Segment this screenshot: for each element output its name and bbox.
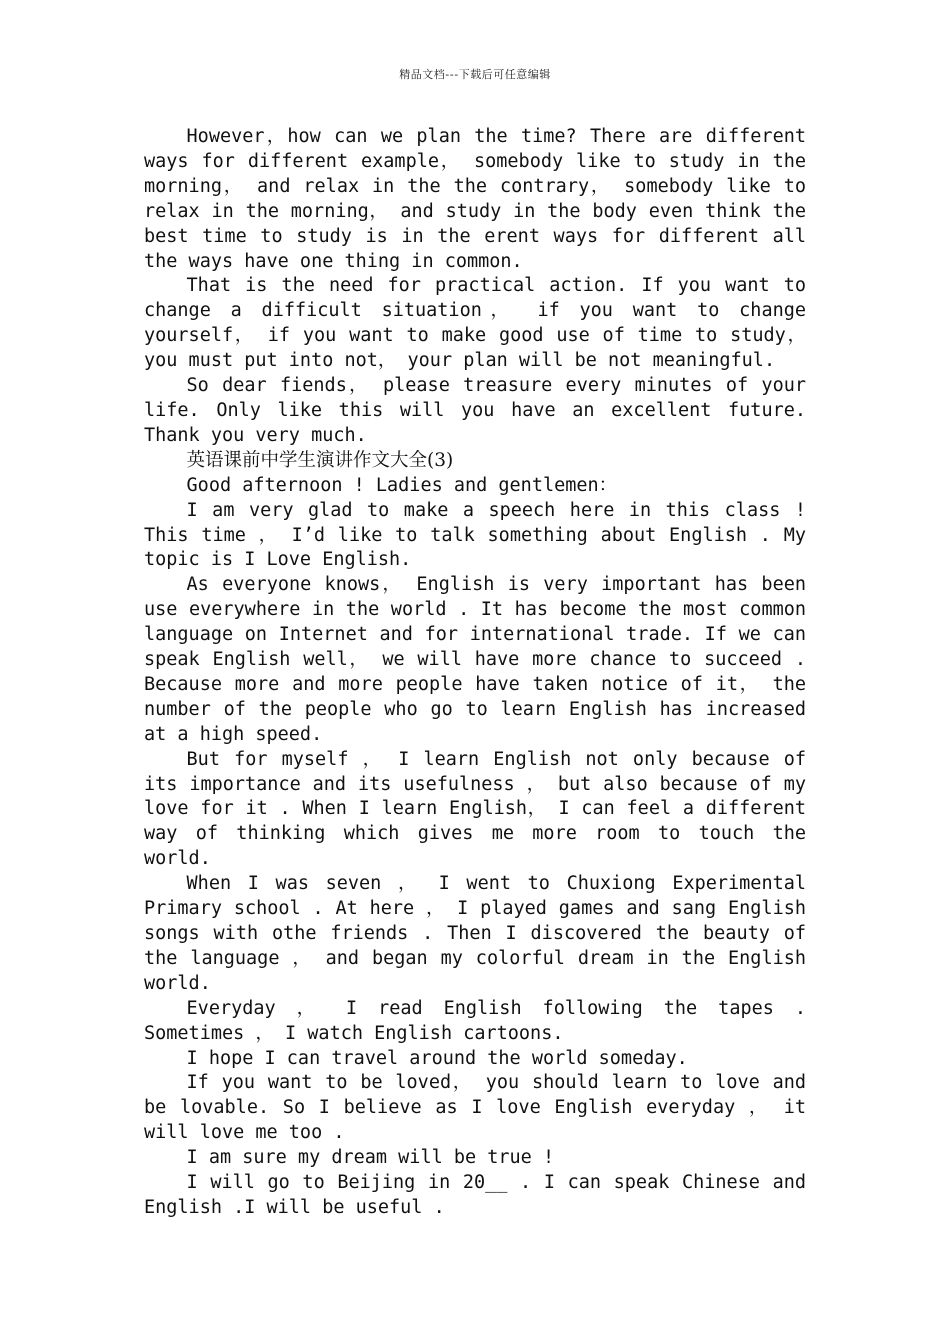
paragraph: That is the need for practical action. If you want to change a difficult situation， if you want to change yourself， if you want to make good use of time to study， you must put into not， your plan will be not meaningful.: [144, 275, 806, 372]
paragraph: So dear fiends， please treasure every minutes of your life. Only like this will you have an excellent future. Thank you very much.: [144, 375, 806, 446]
document-body: [144, 125, 806, 1221]
paragraph: As everyone knows， English is very important has been use everywhere in the world . It has become the most common language on Internet and for international trade. If we can speak English well， we will have more chance to succeed . Because more and more people have taken notice of it， the number of the people who go to learn English has increased at a high speed.: [144, 574, 806, 745]
paragraph: I am very glad to make a speech here in this class ! This time ， I’d like to talk something about English . My topic is I Love English.: [144, 499, 806, 571]
paragraph: Everyday ， I read English following the tapes . Sometimes ， I watch English cartoons.: [144, 997, 806, 1044]
greeting: Good afternoon ! Ladies and gentlemen：: [186, 474, 618, 496]
paragraph: However，how can we plan the time? There are different ways for different example， somebody like to study in the morning， and relax in the the contrary， somebody like to relax in the morning， and study in the body even think the best time to study is in the erent ways for different all the ways have one thing in common.: [144, 126, 806, 272]
paragraph: I am sure my dream will be true !: [186, 1147, 555, 1169]
paragraph: I hope I can travel around the world someday.: [186, 1047, 688, 1069]
paragraph: If you want to be loved， you should learn to love and be lovable. So I believe as I love English everyday ， it will love me too .: [144, 1072, 806, 1144]
page-header: 精品文档---下载后可任意编辑: [399, 68, 551, 81]
paragraph: But for myself ， I learn English not only because of its importance and its usefulness ， but also because of my love for it . When I learn English， I can feel a different way of thinking which gives me more room to touch the world.: [144, 748, 806, 870]
paragraph: When I was seven ， I went to Chuxiong Experimental Primary school . At here ， I played games and sang English songs with othe friends . Then I discovered the beauty of the language ， and began my colorful dream in the English world.: [144, 873, 806, 994]
section-heading: 英语课前中学生演讲作文大全(3): [186, 449, 454, 471]
paragraph: I will go to Beijing in 20__ . I can speak Chinese and English .I will be useful .: [144, 1172, 806, 1218]
